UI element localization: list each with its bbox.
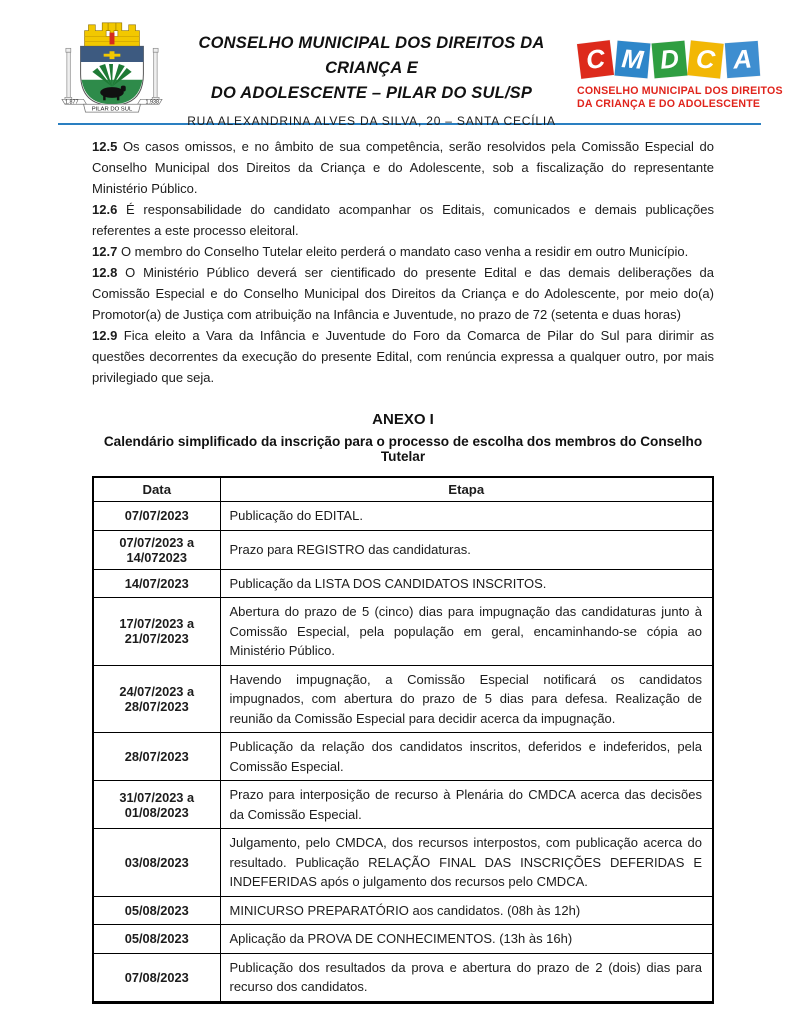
clause-12-9 [92,325,714,388]
cell-data: 05/08/2023 [93,896,220,925]
table-row [93,953,713,1002]
cell-etapa: Publicação da relação dos candidatos inscritos, deferidos e indeferidos, pela Comissão Especial. [220,733,713,781]
table-row [93,896,713,925]
document-body [0,136,791,1004]
cell-etapa: Abertura do prazo de 5 (cinco) dias para impugnação das candidaturas junto à Comissão Especial, pela população em geral, encaminhando-se cópia ao Ministério Público. [220,598,713,666]
cmdca-logo [577,13,783,111]
org-title-line2: DO ADOLESCENTE – PILAR DO SUL/SP [210,84,533,102]
crest-banner-text: PILAR DO SUL [91,106,133,113]
clause-text: É responsabilidade do candidato acompanhar os Editais, comunicados e demais publicações referentes a este processo eleitoral. [92,202,714,238]
annex-subtitle: Calendário simplificado da inscrição para o processo de escolha dos membros do Conselho Tutelar [103,434,703,464]
org-title [166,31,577,106]
table-row [93,829,713,897]
cell-data: 24/07/2023 a 28/07/2023 [93,665,220,733]
cell-etapa: Prazo para REGISTRO das candidaturas. [220,530,713,569]
cell-data: 07/08/2023 [93,953,220,1002]
table-row [93,530,713,569]
clauses-section [92,136,714,388]
cmdca-tile-a: A [725,40,760,77]
cmdca-caption [577,85,783,111]
cell-etapa: Havendo impugnação, a Comissão Especial notificará os candidatos impugnados, com abertura do prazo de 5 dias para defesa. Realização de reunião da Comissão Especial para decidir acerca da impugnação. [220,665,713,733]
crest-year-right: 1.938 [145,99,159,106]
clause-12-7 [92,241,714,262]
cell-data: 17/07/2023 a 21/07/2023 [93,598,220,666]
table-row [93,569,713,598]
table-row [93,925,713,954]
org-title-line1: CONSELHO MUNICIPAL DOS DIREITOS DA CRIANÇA E [198,34,545,77]
municipal-coat-of-arms [58,13,166,122]
clause-text: Os casos omissos, e no âmbito de sua competência, serão resolvidos pela Comissão Especial do Conselho Municipal dos Direitos da Criança e do Adolescente, sob a fiscalização do representante Ministério Público. [92,139,714,196]
table-row [93,598,713,666]
cell-etapa: Aplicação da PROVA DE CONHECIMENTOS. (13h às 16h) [220,925,713,954]
coat-of-arms-icon [58,13,166,117]
cell-etapa: Publicação do EDITAL. [220,502,713,531]
cmdca-caption-line2: DA CRIANÇA E DO ADOLESCENTE [577,98,761,110]
cell-etapa: Publicação da LISTA DOS CANDIDATOS INSCRITOS. [220,569,713,598]
clause-number: 12.9 [92,328,118,343]
cell-data: 28/07/2023 [93,733,220,781]
cell-etapa: Prazo para interposição de recurso à Plenária do CMDCA acerca das decisões da Comissão Especial. [220,781,713,829]
clause-text: O Ministério Público deverá ser cientificado do presente Edital e das demais deliberações da Comissão Especial e do Conselho Municipal dos Direitos da Criança e do Adolescente, por meio do(a) Promotor(a) de Justiça com atribuição na Infância e Juventude, no prazo de 72 (setenta e duas horas) [92,265,715,322]
cell-data: 14/07/2023 [93,569,220,598]
cmdca-tile-c1: C [577,40,614,79]
cmdca-tile-m: M [614,40,650,78]
cell-data: 05/08/2023 [93,925,220,954]
cell-etapa: Publicação dos resultados da prova e abertura do prazo de 2 (dois) dias para recurso dos candidatos. [220,953,713,1002]
cell-data: 31/07/2023 a 01/08/2023 [93,781,220,829]
clause-12-8 [92,262,714,325]
clause-12-5 [92,136,714,199]
cmdca-tile-c2: C [688,40,724,78]
table-row [93,781,713,829]
cell-data: 07/07/2023 a 14/072023 [93,530,220,569]
table-header-row [93,477,713,502]
annex-title: ANEXO I [372,411,434,428]
clause-number: 12.5 [92,139,118,154]
crest-shield [81,46,144,105]
calendar-table [92,476,714,1004]
cell-etapa: MINICURSO PREPARATÓRIO aos candidatos. (08h às 12h) [220,896,713,925]
cell-data: 07/07/2023 [93,502,220,531]
cmdca-tile-d: D [651,40,687,78]
clause-text: O membro do Conselho Tutelar eleito perderá o mandato caso venha a residir em outro Município. [120,244,689,259]
crest-crown [85,23,140,47]
column-header-data: Data [93,477,220,502]
document-header [0,13,791,128]
cmdca-caption-line1: CONSELHO MUNICIPAL DOS DIREITOS [577,85,783,97]
clause-number: 12.7 [92,244,118,259]
table-row [93,502,713,531]
cell-data: 03/08/2023 [93,829,220,897]
crest-year-left: 1.877 [65,99,79,106]
cell-etapa: Julgamento, pelo CMDCA, dos recursos interpostos, com publicação acerca do resultado. Publicação RELAÇÃO FINAL DAS INSCRIÇÕES DEFERIDAS E INDEFERIDAS após o julgamento dos recursos pelo CMDCA. [220,829,713,897]
clause-12-6 [92,199,714,241]
table-row [93,733,713,781]
org-address: RUA ALEXANDRINA ALVES DA SILVA, 20 – SANTA CECÍLIA [187,114,556,128]
clause-text: Fica eleito a Vara da Infância e Juventude do Foro da Comarca de Pilar do Sul para dirimir as questões decorrentes da execução do presente Edital, com renúncia expressa a qualquer outro, por mais privilegiado que seja. [92,328,714,385]
cmdca-letter-tiles [577,37,761,81]
clause-number: 12.6 [92,202,118,217]
column-header-etapa: Etapa [220,477,713,502]
header-titles [166,13,577,128]
clause-number: 12.8 [92,265,118,280]
table-row [93,665,713,733]
